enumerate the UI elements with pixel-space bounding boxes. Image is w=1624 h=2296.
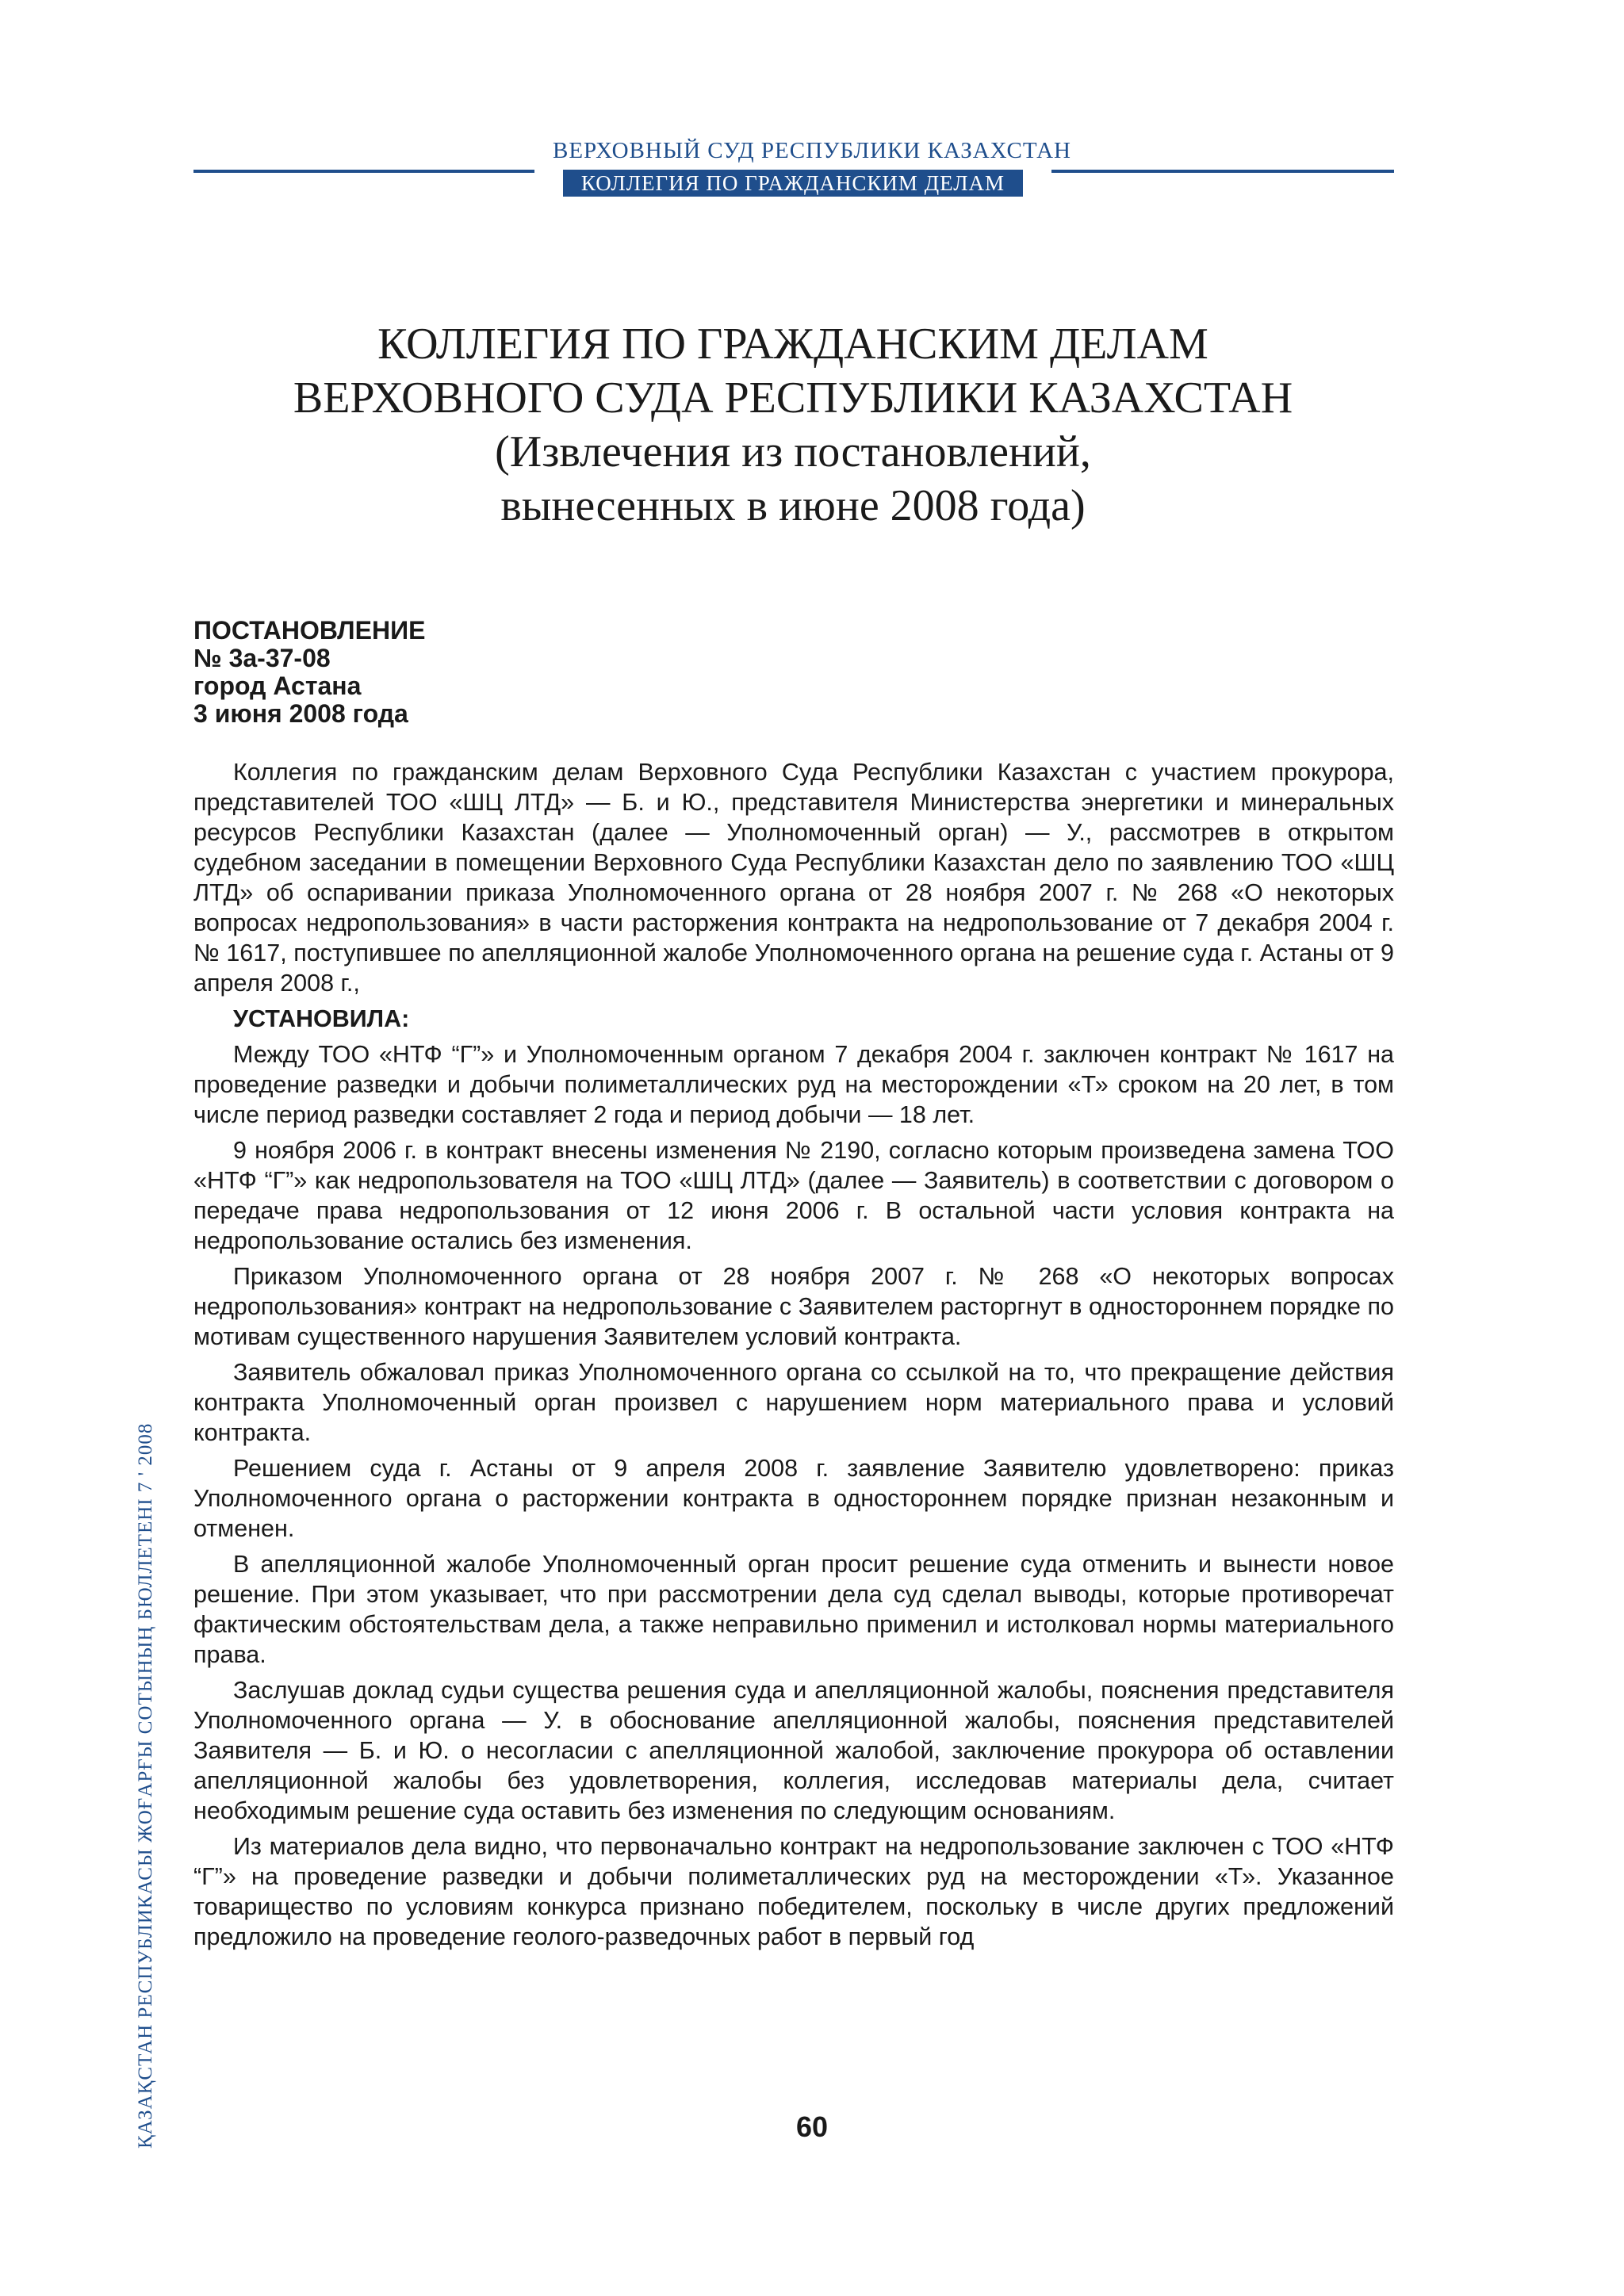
header-section-badge: КОЛЛЕГИЯ ПО ГРАЖДАНСКИМ ДЕЛАМ	[563, 170, 1023, 197]
title-line-1: КОЛЛЕГИЯ ПО ГРАЖДАНСКИМ ДЕЛАМ	[377, 320, 1208, 369]
paragraph: Между ТОО «НТФ “Г”» и Уполномоченным органом 7 декабря 2004 г. заключен контракт № 1617 на проведение разведки и добычи полиметаллических руд на месторождении «Т» сроком на 20 лет, в том числе период разведки составляет 2 года и период добычи — 18 лет.	[193, 1041, 1394, 1128]
title-line-3: (Извлечения из постановлений,	[495, 427, 1091, 476]
header-rule-right	[1051, 170, 1394, 173]
paragraph: В апелляционной жалобе Уполномоченный орган просит решение суда отменить и вынести новое решение. При этом указывает, что при рассмотрении дела суд сделал выводы, которые противоречат фактическим обстоятельствам дела, а также неправильно применил и истолковал нормы материального права.	[193, 1551, 1394, 1668]
header-rule-left	[193, 170, 534, 173]
decision-label: ПОСТАНОВЛЕНИЕ	[193, 616, 426, 645]
title-line-2: ВЕРХОВНОГО СУДА РЕСПУБЛИКИ КАЗАХСТАН	[293, 373, 1293, 423]
decision-date: 3 июня 2008 года	[193, 699, 408, 728]
title-line-4: вынесенных в июне 2008 года)	[500, 481, 1086, 530]
body-text	[193, 757, 1394, 1957]
paragraph: Коллегия по гражданским делам Верховного Суда Республики Казахстан с участием прокурора, представителей ТОО «ШЦ ЛТД» — Б. и Ю., представителя Министерства энергетики и минеральных ресурсов Республики Казахстан (далее — Уполномоченный орган) — У., рассмотрев в открытом судебном заседании в помещении Верховного Суда Республики Казахстан дело по заявлению ТОО «ШЦ ЛТД» об оспаривании приказа Уполномоченного органа от 28 ноября 2007 г. № 268 «О некоторых вопросах недропользования» в части расторжения контракта на недропользование от 7 декабря 2004 г. № 1617, поступившее по апелляционной жалобе Уполномоченного органа на решение суда г. Астаны от 9 апреля 2008 г.,	[193, 759, 1394, 997]
header-court-name: ВЕРХОВНЫЙ СУД РЕСПУБЛИКИ КАЗАХСТАН	[552, 138, 1072, 163]
page-number: 60	[795, 2110, 829, 2143]
running-header	[0, 135, 1624, 206]
paragraph: Приказом Уполномоченного органа от 28 ноября 2007 г. № 268 «О некоторых вопросах недропользования» контракт на недропользование с Заявителем расторгнут в одностороннем порядке по мотивам существенного нарушения Заявителем условий контракта.	[193, 1263, 1394, 1350]
section-heading: УСТАНОВИЛА:	[233, 1005, 410, 1032]
paragraph: Заявитель обжаловал приказ Уполномоченного органа со ссылкой на то, что прекращение действия контракта Уполномоченный орган произвел с нарушением норм материального права и условий контракта.	[193, 1359, 1394, 1446]
side-bulletin-label: ҚАЗАҚСТАН РЕСПУБЛИКАСЫ ЖОҒАРҒЫ СОТЫНЫҢ БЮЛЛЕТЕНІ 7 ' 2008	[135, 1422, 156, 2149]
paragraph: Решением суда г. Астаны от 9 апреля 2008 г. заявление Заявителю удовлетворено: приказ Уполномоченного органа о расторжении контракта в одностороннем порядке признан незаконным и отменен.	[193, 1455, 1394, 1542]
page-title	[159, 317, 1427, 533]
paragraph: 9 ноября 2006 г. в контракт внесены изменения № 2190, согласно которым произведена замена ТОО «НТФ “Г”» как недропользователя на ТОО «ШЦ ЛТД» (далее — Заявитель) в соответствии с договором о передаче права недропользования от 12 июня 2006 г. В остальной части условия контракта на недропользование остались без изменения.	[193, 1137, 1394, 1254]
decision-city: город Астана	[193, 672, 362, 700]
decision-number: № 3а-37-08	[193, 644, 331, 672]
paragraph: Заслушав доклад судьи существа решения суда и апелляционной жалобы, пояснения представителя Уполномоченного органа — У. в обоснование апелляционной жалобы, пояснения представителей Заявителя — Б. и Ю. о несогласии с апелляционной жалобой, заключение прокурора об оставлении апелляционной жалобы без удовлетворения, коллегия, исследовав материалы дела, считает необходимым решение суда оставить без изменения по следующим основаниям.	[193, 1677, 1394, 1824]
paragraph: Из материалов дела видно, что первоначально контракт на недропользование заключен с ТОО «НТФ “Г”» на проведение разведки и добычи полиметаллических руд на месторождении «Т». Указанное товарищество по условиям конкурса признано победителем, поскольку в числе других предложений предложило на проведение геолого-разведочных работ в первый год	[193, 1833, 1394, 1950]
decision-block	[193, 617, 425, 728]
